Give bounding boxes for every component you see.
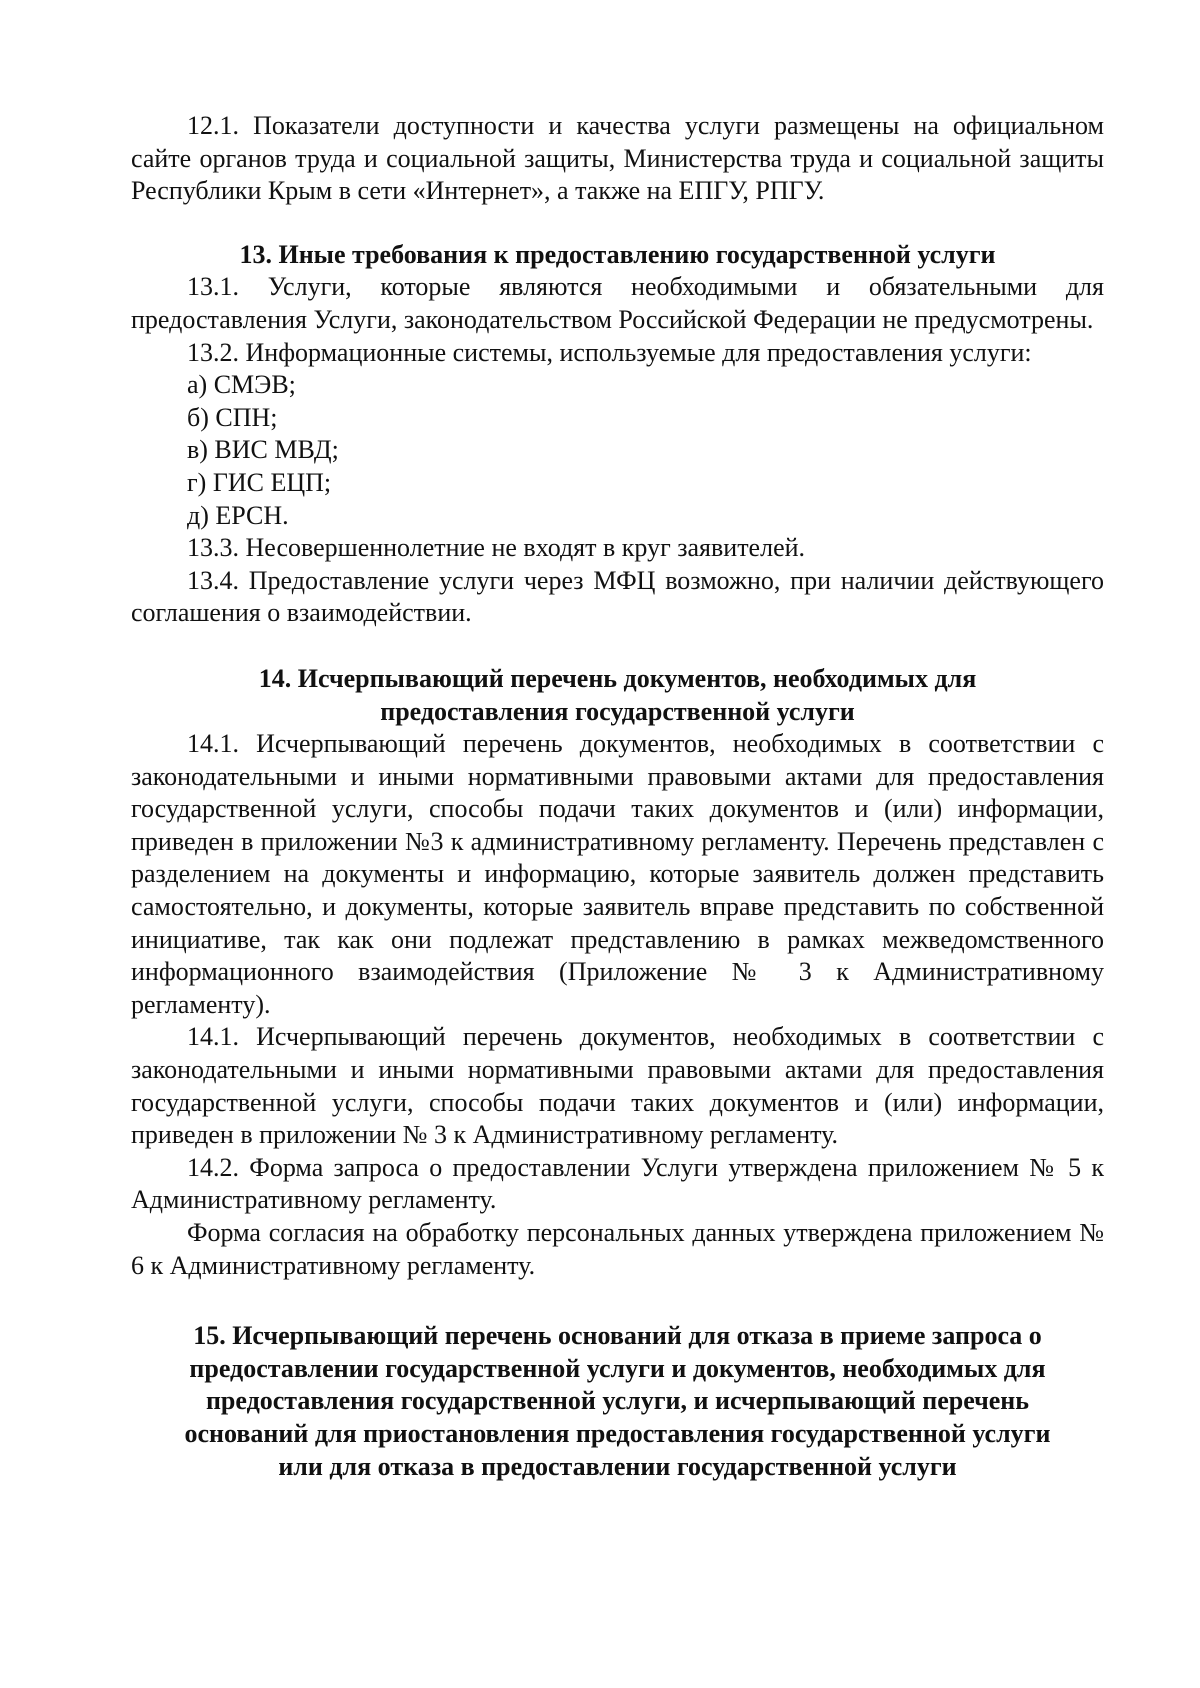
- paragraph-12-1: 12.1. Показатели доступности и качества услуги размещены на официальном сайте органов труда и социальной защиты, Министерства труда и социальной защиты Республики Крым в сети «Интернет», а также на ЕПГУ, РПГУ.: [131, 111, 1104, 206]
- paragraph-14-1-first: 14.1. Исчерпывающий перечень документов, необходимых в соответствии с законодательными и иными нормативными правовыми актами для предоставления государственной услуги, способы подачи таких документов и (или) информации, приведен в приложении №3 к административному регламенту. Перечень представлен с разделением на документы и информацию, которые заявитель должен представить самостоятельно, и документы, которые заявитель вправе представить по собственной инициативе, так как они подлежат представлению в рамках межведомственного информационного взаимодействия (Приложение № 3 к Административному регламенту).: [131, 729, 1104, 1019]
- heading-line: предоставления государственной услуги, и исчерпывающий перечень: [205, 1386, 1030, 1416]
- heading-section-13: 13. Иные требования к предоставлению государственной услуги: [239, 239, 996, 269]
- paragraph-13-1: 13.1. Услуги, которые являются необходимыми и обязательными для предоставления Услуги, законодательством Российской Федерации не предусмотрены.: [131, 272, 1104, 334]
- list-item: б) СПН;: [187, 402, 278, 432]
- document-body: [131, 110, 1104, 1483]
- heading-line: или для отказа в предоставлении государственной услуги: [278, 1451, 957, 1481]
- heading-line: оснований для приостановления предоставления государственной услуги: [184, 1418, 1051, 1448]
- heading-line: 15. Исчерпывающий перечень оснований для отказа в приеме запроса о: [193, 1321, 1042, 1351]
- paragraph-13-4: 13.4. Предоставление услуги через МФЦ возможно, при наличии действующего соглашения о взаимодействии.: [131, 565, 1104, 628]
- paragraph-14-2: 14.2. Форма запроса о предоставлении Услуги утверждена приложением № 5 к Административному регламенту.: [131, 1152, 1104, 1215]
- list-item: а) СМЭВ;: [187, 370, 296, 400]
- paragraph-14-1-second: 14.1. Исчерпывающий перечень документов, необходимых в соответствии с законодательными и иными нормативными правовыми актами для предоставления государственной услуги, способы подачи таких документов и (или) информации, приведен в приложении № 3 к Административному регламенту.: [131, 1022, 1104, 1150]
- list-item: в) ВИС МВД;: [187, 435, 339, 465]
- list-item: д) ЕРСН.: [187, 500, 289, 530]
- paragraph-13-3: 13.3. Несовершеннолетние не входят в круг заявителей.: [187, 533, 806, 563]
- heading-line: предоставлении государственной услуги и документов, необходимых для: [189, 1353, 1046, 1383]
- heading-line: предоставления государственной услуги: [380, 696, 855, 726]
- heading-line: 14. Исчерпывающий перечень документов, необходимых для: [258, 663, 977, 693]
- paragraph-13-2: 13.2. Информационные системы, используемые для предоставления услуги:: [187, 337, 1032, 367]
- heading-section-15: [131, 1320, 1104, 1483]
- paragraph-consent-form: Форма согласия на обработку персональных данных утверждена приложением № 6 к Административному регламенту.: [131, 1218, 1104, 1280]
- information-systems-list: [131, 369, 1104, 532]
- heading-section-14: [131, 663, 1104, 728]
- list-item: г) ГИС ЕЦП;: [187, 467, 332, 497]
